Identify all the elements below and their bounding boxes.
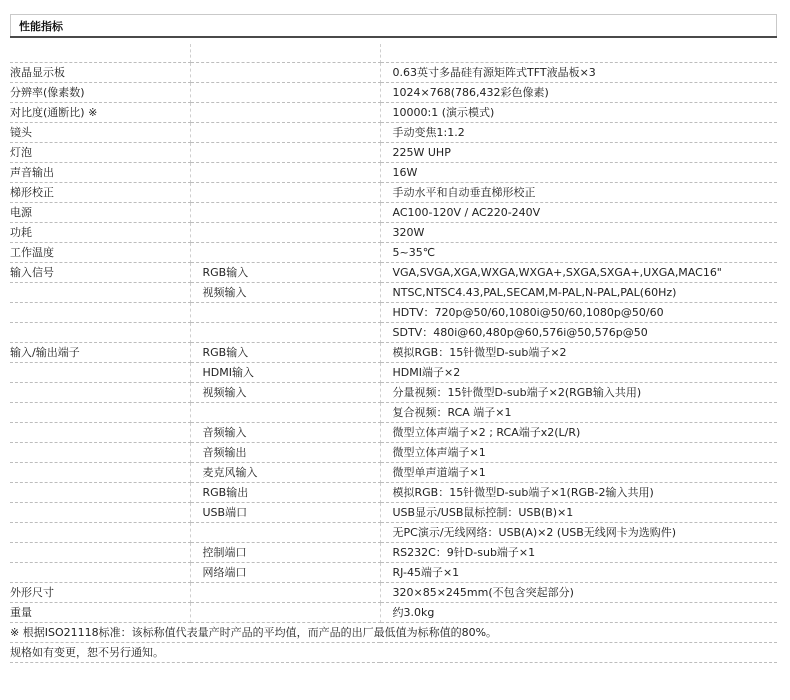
spec-subcategory [190, 63, 380, 83]
spec-category: 重量 [10, 603, 190, 623]
spec-category: 外形尺寸 [10, 583, 190, 603]
spec-row [10, 423, 777, 443]
spec-row [10, 263, 777, 283]
spec-row [10, 183, 777, 203]
spec-category [10, 44, 190, 63]
spec-category [10, 503, 190, 523]
spec-value: 320×85×245mm(不包含突起部分) [380, 583, 777, 603]
spec-row [10, 583, 777, 603]
spec-value: 5~35℃ [380, 243, 777, 263]
spec-category: 镜头 [10, 123, 190, 143]
spec-category [10, 463, 190, 483]
note-row [10, 643, 777, 663]
spec-value: 复合视频：RCA 端子×1 [380, 403, 777, 423]
spec-category: 分辨率(像素数) [10, 83, 190, 103]
spec-subcategory: 音频输入 [190, 423, 380, 443]
spec-category [10, 323, 190, 343]
spec-row [10, 63, 777, 83]
spec-row [10, 483, 777, 503]
spec-category: 功耗 [10, 223, 190, 243]
spec-subcategory: 视频输入 [190, 383, 380, 403]
spec-value: 无PC演示/无线网络：USB(A)×2 (USB无线网卡为选购件) [380, 523, 777, 543]
spec-category: 工作温度 [10, 243, 190, 263]
spec-row [10, 383, 777, 403]
spec-category [10, 303, 190, 323]
spec-subcategory [190, 203, 380, 223]
spec-category [10, 363, 190, 383]
spec-value: 16W [380, 163, 777, 183]
spec-category: 液晶显示板 [10, 63, 190, 83]
header-divider [10, 36, 777, 38]
spec-subcategory [190, 143, 380, 163]
spec-subcategory [190, 243, 380, 263]
spec-value: 0.63英寸多晶硅有源矩阵式TFT液晶板×3 [380, 63, 777, 83]
spec-subcategory [190, 83, 380, 103]
spec-category: 梯形校正 [10, 183, 190, 203]
spec-subcategory: RGB输出 [190, 483, 380, 503]
spec-category: 电源 [10, 203, 190, 223]
spec-subcategory: 网络端口 [190, 563, 380, 583]
spec-subcategory [190, 103, 380, 123]
spec-row [10, 303, 777, 323]
spec-category: 对比度(通断比) ※ [10, 103, 190, 123]
spec-value: RJ-45端子×1 [380, 563, 777, 583]
spec-row [10, 283, 777, 303]
spec-subcategory [190, 523, 380, 543]
spec-value: 模拟RGB：15针微型D-sub端子×1(RGB-2输入共用) [380, 483, 777, 503]
spec-value: AC100-120V / AC220-240V [380, 203, 777, 223]
specifications-panel [10, 14, 777, 663]
spec-table-body [10, 44, 777, 663]
spec-row [10, 343, 777, 363]
spec-value: 手动水平和自动垂直梯形校正 [380, 183, 777, 203]
spec-table [10, 44, 777, 663]
spec-category [10, 443, 190, 463]
spec-row [10, 143, 777, 163]
spec-row [10, 503, 777, 523]
panel-title: 性能指标 [19, 20, 63, 33]
spec-row [10, 403, 777, 423]
footnote: ※ 根据ISO21118标准：该标称值代表量产时产品的平均值，而产品的出厂最低值为标称值的80%。 [10, 623, 777, 643]
spec-subcategory [190, 163, 380, 183]
spec-category: 灯泡 [10, 143, 190, 163]
spec-value: HDTV：720p@50/60,1080i@50/60,1080p@50/60 [380, 303, 777, 323]
spec-category: 输入/输出端子 [10, 343, 190, 363]
spec-subcategory: 麦克风输入 [190, 463, 380, 483]
spec-subcategory: 音频输出 [190, 443, 380, 463]
spec-value: NTSC,NTSC4.43,PAL,SECAM,M-PAL,N-PAL,PAL(60Hz) [380, 283, 777, 303]
spec-subcategory [190, 44, 380, 63]
panel-header [10, 14, 777, 36]
spec-subcategory [190, 583, 380, 603]
note-row [10, 623, 777, 643]
spec-value [380, 44, 777, 63]
spec-value: 225W UHP [380, 143, 777, 163]
spec-value: 微型立体声端子×2 ; RCA端子x2(L/R) [380, 423, 777, 443]
spec-subcategory: RGB输入 [190, 263, 380, 283]
spec-value: RS232C：9针D-sub端子×1 [380, 543, 777, 563]
spec-category: 输入信号 [10, 263, 190, 283]
spec-value: 模拟RGB：15针微型D-sub端子×2 [380, 343, 777, 363]
spec-value: 微型单声道端子×1 [380, 463, 777, 483]
spec-row [10, 123, 777, 143]
spec-row [10, 243, 777, 263]
spec-subcategory [190, 403, 380, 423]
spec-value: 微型立体声端子×1 [380, 443, 777, 463]
spec-category [10, 543, 190, 563]
spec-subcategory: USB端口 [190, 503, 380, 523]
spec-subcategory [190, 183, 380, 203]
spec-value: 分量视频：15针微型D-sub端子×2(RGB输入共用) [380, 383, 777, 403]
spec-row [10, 323, 777, 343]
spec-subcategory: RGB输入 [190, 343, 380, 363]
spec-row [10, 603, 777, 623]
spec-category [10, 483, 190, 503]
spec-value: 约3.0kg [380, 603, 777, 623]
spec-subcategory [190, 323, 380, 343]
spec-category [10, 523, 190, 543]
spec-row [10, 363, 777, 383]
spec-value: VGA,SVGA,XGA,WXGA,WXGA+,SXGA,SXGA+,UXGA,MAC16" [380, 263, 777, 283]
spec-row [10, 443, 777, 463]
spec-row [10, 203, 777, 223]
spec-subcategory: 视频输入 [190, 283, 380, 303]
spec-value: SDTV：480i@60,480p@60,576i@50,576p@50 [380, 323, 777, 343]
spec-row [10, 83, 777, 103]
spec-value: USB显示/USB鼠标控制：USB(B)×1 [380, 503, 777, 523]
spec-category [10, 383, 190, 403]
spec-value: HDMI端子×2 [380, 363, 777, 383]
spec-value: 320W [380, 223, 777, 243]
spec-row [10, 163, 777, 183]
spec-category [10, 283, 190, 303]
spec-category [10, 403, 190, 423]
spec-value: 10000:1 (演示模式) [380, 103, 777, 123]
footnote: 规格如有变更，恕不另行通知。 [10, 643, 777, 663]
spec-row [10, 563, 777, 583]
spec-subcategory: HDMI输入 [190, 363, 380, 383]
spec-subcategory [190, 303, 380, 323]
spec-value: 手动变焦1:1.2 [380, 123, 777, 143]
spec-row [10, 103, 777, 123]
spec-category [10, 423, 190, 443]
spec-row [10, 463, 777, 483]
spec-subcategory: 控制端口 [190, 543, 380, 563]
spec-row [10, 543, 777, 563]
spec-value: 1024×768(786,432彩色像素) [380, 83, 777, 103]
spec-category [10, 563, 190, 583]
spec-subcategory [190, 223, 380, 243]
spec-subcategory [190, 123, 380, 143]
spec-category: 声音输出 [10, 163, 190, 183]
spec-row [10, 523, 777, 543]
spec-subcategory [190, 603, 380, 623]
spec-row [10, 44, 777, 63]
spec-row [10, 223, 777, 243]
